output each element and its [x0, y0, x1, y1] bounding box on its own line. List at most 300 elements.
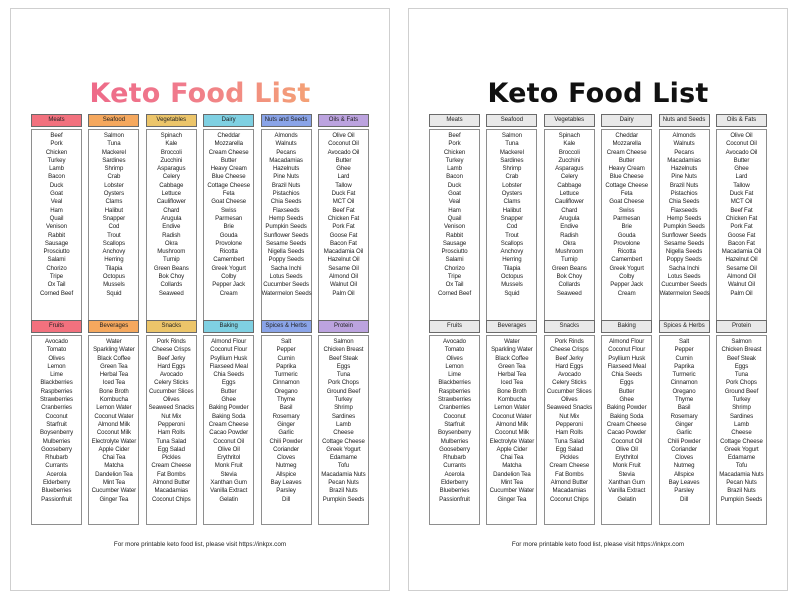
category-item-list [203, 129, 254, 325]
food-item: Tuna [336, 371, 351, 379]
category-column [659, 114, 710, 325]
food-item: Colby [619, 273, 635, 281]
food-item: Camembert [611, 256, 643, 264]
category-item-list [486, 335, 537, 525]
category-header: Fruits [429, 320, 480, 333]
food-item: Tripe [49, 273, 64, 281]
food-item: Lobster [104, 181, 124, 189]
food-item: Macadamia Oil [323, 248, 364, 256]
food-item: Almond Flour [211, 338, 247, 345]
food-item: Salmon [731, 338, 752, 345]
food-item: Coconut Oil [213, 437, 245, 445]
food-item: Black Coffee [495, 354, 529, 362]
food-item: Eggs [221, 379, 236, 387]
food-item: Pork Fat [332, 223, 355, 231]
food-item: Flaxseeds [272, 206, 300, 214]
food-item: Beef Jerky [555, 354, 584, 362]
food-item: Monk Fruit [214, 462, 243, 470]
food-item: Macadamia Nuts [321, 470, 366, 478]
food-item: Goat [50, 190, 63, 198]
category-item-list [601, 335, 652, 525]
food-item: Sunflower Seeds [263, 231, 309, 239]
food-item: Avocado [45, 338, 68, 345]
food-item: Cucumber Seeds [661, 281, 707, 289]
food-item: Kale [165, 140, 178, 148]
food-item: Chia Seeds [270, 198, 302, 206]
food-item: Heavy Cream [608, 165, 645, 173]
food-item: Spinach [558, 132, 580, 139]
food-item: Corned Beef [39, 289, 74, 297]
food-item: Chia Seeds [611, 371, 642, 379]
food-item: Cacao Powder [209, 429, 249, 437]
food-item: Macadamias [269, 156, 303, 164]
food-item: Eggs [336, 362, 351, 370]
food-item: Tuna [505, 140, 519, 148]
food-item: Ginger [277, 420, 295, 428]
food-item: Almond Butter [152, 479, 190, 487]
category-item-list [544, 335, 595, 525]
food-item: Cottage Cheese [322, 437, 365, 445]
food-item: Salt [281, 338, 292, 345]
food-item: Celery Sticks [154, 379, 189, 387]
food-item: Walnuts [275, 140, 297, 148]
category-header: Dairy [601, 114, 652, 127]
food-item: Squid [504, 289, 520, 297]
food-item: Duck Fat [331, 190, 356, 198]
category-item-list [544, 129, 595, 325]
food-item: Parsley [276, 487, 296, 495]
food-item: Swiss [220, 206, 237, 214]
food-item: Tomato [444, 346, 465, 354]
food-item: Avocado [443, 338, 466, 345]
category-header: Fruits [31, 320, 82, 333]
food-item: Strawberries [39, 396, 73, 404]
food-item: Celery [560, 173, 578, 181]
food-item: Raspberries [438, 387, 471, 395]
food-item: Radish [162, 231, 181, 239]
food-item: Coconut [443, 412, 466, 420]
food-item: Octopus [102, 273, 125, 281]
food-item: Thyme [277, 396, 296, 404]
food-item: Paprika [276, 362, 297, 370]
food-item: Acerola [46, 470, 67, 478]
food-item: Beef [448, 132, 461, 139]
food-item: Lemon Water [494, 404, 530, 412]
food-item: Cauliflower [554, 198, 584, 206]
food-item: Edamame [329, 454, 357, 462]
food-item: Ghee [619, 396, 634, 404]
food-item: Baking Powder [208, 404, 249, 412]
food-item: Blackberries [438, 379, 471, 387]
food-item: Tallow [733, 181, 750, 189]
food-item: Hazelnuts [272, 165, 300, 173]
food-item: Asparagus [157, 165, 186, 173]
food-item: Nut Mix [161, 412, 182, 420]
food-item: Sardines [102, 156, 126, 164]
food-item: Duck [49, 181, 64, 189]
food-item: Cabbage [159, 181, 184, 189]
food-item: Lard [735, 173, 748, 181]
category-header: Snacks [544, 320, 595, 333]
food-item: Turnip [163, 256, 180, 264]
category-item-list [31, 335, 82, 525]
category-item-list [146, 335, 197, 525]
food-item: Lettuce [559, 190, 579, 198]
food-item: Venison [444, 223, 465, 231]
food-item: Turmeric [274, 371, 298, 379]
food-item: Passionfruit [41, 495, 72, 503]
food-item: Cream Cheese [208, 148, 249, 156]
category-column [88, 114, 139, 325]
food-item: Sardines [729, 412, 754, 420]
food-item: Venison [46, 223, 67, 231]
food-item: Green Beans [153, 264, 189, 272]
food-item: Mint Tea [500, 479, 523, 487]
food-item: Parmesan [215, 214, 243, 222]
food-item: Goose Fat [329, 231, 358, 239]
category-item-list [601, 129, 652, 325]
food-item: Feta [222, 190, 235, 198]
food-item: Garlic [676, 429, 692, 437]
food-item: Radish [560, 231, 579, 239]
food-item: Bone Broth [99, 387, 129, 395]
food-item: Pine Nuts [273, 173, 299, 181]
food-item: Tilapia [503, 264, 521, 272]
food-item: Almond Flour [609, 338, 645, 345]
food-item: Shrimp [502, 165, 522, 173]
category-header: Oils & Fats [318, 114, 369, 127]
food-item: Blue Cheese [609, 173, 644, 181]
food-item: Nutmeg [673, 462, 695, 470]
food-item: Flaxseeds [670, 206, 698, 214]
food-item: Halibut [502, 206, 522, 214]
food-item: Coconut Oil [726, 140, 757, 148]
food-item: Cream Cheese [549, 462, 590, 470]
food-item: Starfruit [46, 420, 67, 428]
food-item: Palm Oil [332, 289, 355, 297]
food-item: Pickles [161, 454, 181, 462]
food-item: Brie [621, 223, 632, 231]
category-item-list [318, 129, 369, 325]
food-item: Duck [447, 181, 462, 189]
food-item: Pepper [674, 346, 694, 354]
food-item: Psyllium Husk [608, 354, 646, 362]
food-item: Cumin [675, 354, 693, 362]
food-item: Turkey [47, 156, 66, 164]
food-item: Cheese Crisps [549, 346, 589, 354]
food-item: Quail [49, 214, 64, 222]
category-column [318, 320, 369, 525]
food-item: Hard Eggs [157, 362, 186, 370]
food-item: Salami [445, 256, 464, 264]
food-item: Basil [279, 404, 293, 412]
food-item: Goat Cheese [609, 198, 645, 206]
food-item: Mussels [103, 281, 125, 289]
food-item: Pecans [276, 148, 296, 156]
food-item: Acerola [444, 470, 465, 478]
food-item: Trout [107, 231, 121, 239]
food-item: Ricotta [617, 248, 636, 256]
food-item: Cloves [675, 454, 694, 462]
food-item: Greek Yogurt [609, 264, 644, 272]
food-item: Oregano [672, 387, 696, 395]
food-item: Eggs [619, 379, 634, 387]
food-item: Olives [163, 396, 180, 404]
food-item: Iced Tea [102, 379, 125, 387]
food-item: Blueberries [439, 487, 470, 495]
category-item-list [261, 129, 312, 325]
food-item: Cucumber Water [91, 487, 137, 495]
food-item: Celery Sticks [552, 379, 587, 387]
food-item: Bok Choy [158, 273, 185, 281]
food-item: Tuna Salad [156, 437, 187, 445]
food-item: Tripe [447, 273, 462, 281]
food-item: Mint Tea [102, 479, 125, 487]
food-item: Gooseberry [439, 445, 470, 453]
category-column [716, 114, 767, 325]
food-item: Ghee [734, 165, 749, 173]
footer-note: For more printable keto food list, please visit https://inkpx.com [113, 541, 287, 548]
food-item: Scallops [500, 239, 523, 247]
food-item: Butter [220, 387, 237, 395]
food-item: Mulberries [42, 437, 71, 445]
food-item: Pepperoni [157, 420, 185, 428]
food-item: Sausage [442, 239, 467, 247]
food-item: Olive Oil [730, 132, 753, 139]
food-item: Shrimp [334, 404, 353, 412]
food-item: Brazil Nuts [669, 181, 699, 189]
food-item: Basil [677, 404, 691, 412]
food-item: Kombucha [497, 396, 527, 404]
category-column [544, 114, 595, 325]
footer-note: For more printable keto food list, please visit https://inkpx.com [511, 541, 685, 548]
food-item: Almond Oil [727, 273, 756, 281]
food-item: Oysters [501, 190, 523, 198]
food-item: Almond Butter [550, 479, 588, 487]
food-item: Water [106, 338, 122, 345]
food-item: Chicken [443, 148, 466, 156]
food-item: Herbal Tea [497, 371, 527, 379]
food-item: Asparagus [555, 165, 584, 173]
food-item: Ox Tail [445, 281, 464, 289]
category-column [601, 320, 652, 525]
food-item: Boysenberry [39, 429, 74, 437]
food-item: Coriander [671, 445, 697, 453]
food-item: Snapper [102, 214, 126, 222]
food-item: Chorizo [444, 264, 465, 272]
category-header: Nuts and Seeds [261, 114, 312, 127]
food-item: MCT Oil [332, 198, 355, 206]
food-item: Gelatin [219, 495, 238, 503]
food-item: Sardines [500, 156, 524, 164]
food-item: Rhubarb [443, 454, 466, 462]
food-item: Cacao Powder [607, 429, 647, 437]
category-item-list [146, 129, 197, 325]
page-title: Keto Food List [11, 77, 389, 111]
food-item: Hazelnuts [670, 165, 698, 173]
food-item: Cumin [277, 354, 295, 362]
food-item: Cloves [277, 454, 296, 462]
food-item: Coriander [273, 445, 299, 453]
food-item: Rosemary [670, 412, 698, 420]
food-item: Butter [733, 156, 750, 164]
category-item-list [486, 129, 537, 325]
food-item: Chicken [45, 148, 68, 156]
food-item: Lettuce [161, 190, 181, 198]
food-item: Boysenberry [437, 429, 472, 437]
food-item: Chorizo [46, 264, 67, 272]
food-item: Lamb [734, 420, 749, 428]
category-column [544, 320, 595, 525]
food-item: Clams [503, 198, 521, 206]
food-item: Egg Salad [555, 445, 583, 453]
food-item: Hazelnut Oil [725, 256, 758, 264]
food-item: Pepper Jack [610, 281, 644, 289]
food-item: Pork Fat [730, 223, 753, 231]
food-item: Butter [335, 156, 352, 164]
food-item: Water [504, 338, 520, 345]
food-item: Eggs [734, 362, 749, 370]
food-item: Tallow [335, 181, 352, 189]
food-item: Almonds [672, 132, 696, 139]
food-item: Heavy Cream [210, 165, 247, 173]
food-item: Crab [505, 173, 519, 181]
category-item-list [31, 129, 82, 325]
food-item: Macadamia Oil [721, 248, 762, 256]
food-item: Mussels [501, 281, 523, 289]
food-item: Sesame Oil [328, 264, 359, 272]
food-item: Ground Beef [724, 387, 759, 395]
category-column [146, 320, 197, 525]
food-item: Pork Chops [726, 379, 757, 387]
food-item: Garlic [278, 429, 294, 437]
food-item: Lobster [502, 181, 522, 189]
food-item: Edamame [727, 454, 755, 462]
food-item: Olive Oil [615, 445, 638, 453]
category-header: Beverages [486, 320, 537, 333]
food-item: Coconut Chips [151, 495, 191, 503]
food-item: Cream Cheese [151, 462, 192, 470]
category-column [429, 114, 480, 325]
food-item: Coconut Oil [611, 437, 643, 445]
food-item: Rabbit [445, 231, 463, 239]
food-item: Trout [505, 231, 519, 239]
food-item: Okra [562, 239, 576, 247]
food-item: Chicken Breast [323, 346, 364, 354]
food-item: Tuna [734, 371, 749, 379]
food-item: Chia Seeds [668, 198, 700, 206]
food-item: Cottage Cheese [605, 181, 648, 189]
page-title: Keto Food List [487, 78, 709, 109]
food-item: Arugula [161, 214, 182, 222]
food-item: Allspice [673, 470, 695, 478]
food-item: Coconut Chips [549, 495, 589, 503]
category-column [486, 320, 537, 525]
food-item: Provolone [215, 239, 242, 247]
food-item: Chard [163, 206, 180, 214]
food-item: Cucumber Slices [149, 387, 194, 395]
food-item: Broccoli [558, 148, 580, 156]
food-item: Baking Soda [609, 412, 644, 420]
food-item: Allspice [275, 470, 297, 478]
food-item: Pork [448, 140, 461, 148]
food-item: Bok Choy [556, 273, 583, 281]
food-item: Bacon [446, 173, 463, 181]
food-item: Brazil Nuts [727, 487, 756, 495]
food-item: Elderberry [42, 479, 71, 487]
food-item: Walnuts [673, 140, 695, 148]
food-item: Goose Fat [727, 231, 756, 239]
printable-sheet-color [10, 8, 390, 591]
food-item: Oysters [103, 190, 125, 198]
category-column [261, 320, 312, 525]
category-column [146, 114, 197, 325]
food-item: Pumpkin Seeds [265, 223, 307, 231]
category-item-list [88, 335, 139, 525]
food-item: Black Coffee [97, 354, 131, 362]
food-item: Coconut Flour [608, 346, 646, 354]
food-item: Salmon [333, 338, 354, 345]
food-item: Mozzarella [612, 140, 641, 148]
food-item: Nut Mix [559, 412, 580, 420]
food-item: Turmeric [672, 371, 696, 379]
food-item: Apple Cider [98, 445, 130, 453]
category-header: Protein [716, 320, 767, 333]
food-item: Kale [563, 140, 576, 148]
food-item: Cauliflower [156, 198, 186, 206]
food-item: Cream [617, 289, 636, 297]
food-item: Ghee [336, 165, 351, 173]
food-item: Veal [50, 198, 63, 206]
food-item: Bacon Fat [330, 239, 357, 247]
food-item: Watermelon Seeds [659, 289, 710, 297]
food-item: Turkey [334, 396, 353, 404]
food-item: Salami [47, 256, 66, 264]
category-item-list [429, 129, 480, 325]
food-item: Mackerel [101, 148, 126, 156]
food-item: Hard Eggs [555, 362, 584, 370]
food-item: Duck Fat [729, 190, 754, 198]
food-item: Baking Soda [211, 412, 246, 420]
food-item: Chili Powder [667, 437, 701, 445]
food-item: Anchovy [102, 248, 126, 256]
category-item-list [659, 129, 710, 325]
food-item: Vanilla Extract [608, 487, 646, 495]
food-item: Dill [680, 495, 689, 503]
food-item: Dandelion Tea [493, 470, 531, 478]
food-item: Seaweed Snacks [148, 404, 195, 412]
food-item: Apple Cider [496, 445, 528, 453]
food-item: Zucchini [160, 156, 183, 164]
food-item: Psyllium Husk [210, 354, 248, 362]
food-item: Sesame Seeds [663, 239, 705, 247]
food-item: Egg Salad [157, 445, 185, 453]
category-item-list [429, 335, 480, 525]
food-item: Blueberries [41, 487, 72, 495]
food-item: Ham [50, 206, 63, 214]
food-item: Snapper [500, 214, 524, 222]
food-item: Coconut Flour [210, 346, 248, 354]
food-item: Crab [107, 173, 121, 181]
food-item: Olives [561, 396, 578, 404]
food-item: Halibut [104, 206, 124, 214]
food-item: Zucchini [558, 156, 581, 164]
category-column [203, 320, 254, 525]
food-item: Tuna [107, 140, 121, 148]
food-item: Cranberries [41, 404, 72, 412]
food-item: Hemp Seeds [666, 214, 702, 222]
food-item: Brazil Nuts [271, 181, 301, 189]
